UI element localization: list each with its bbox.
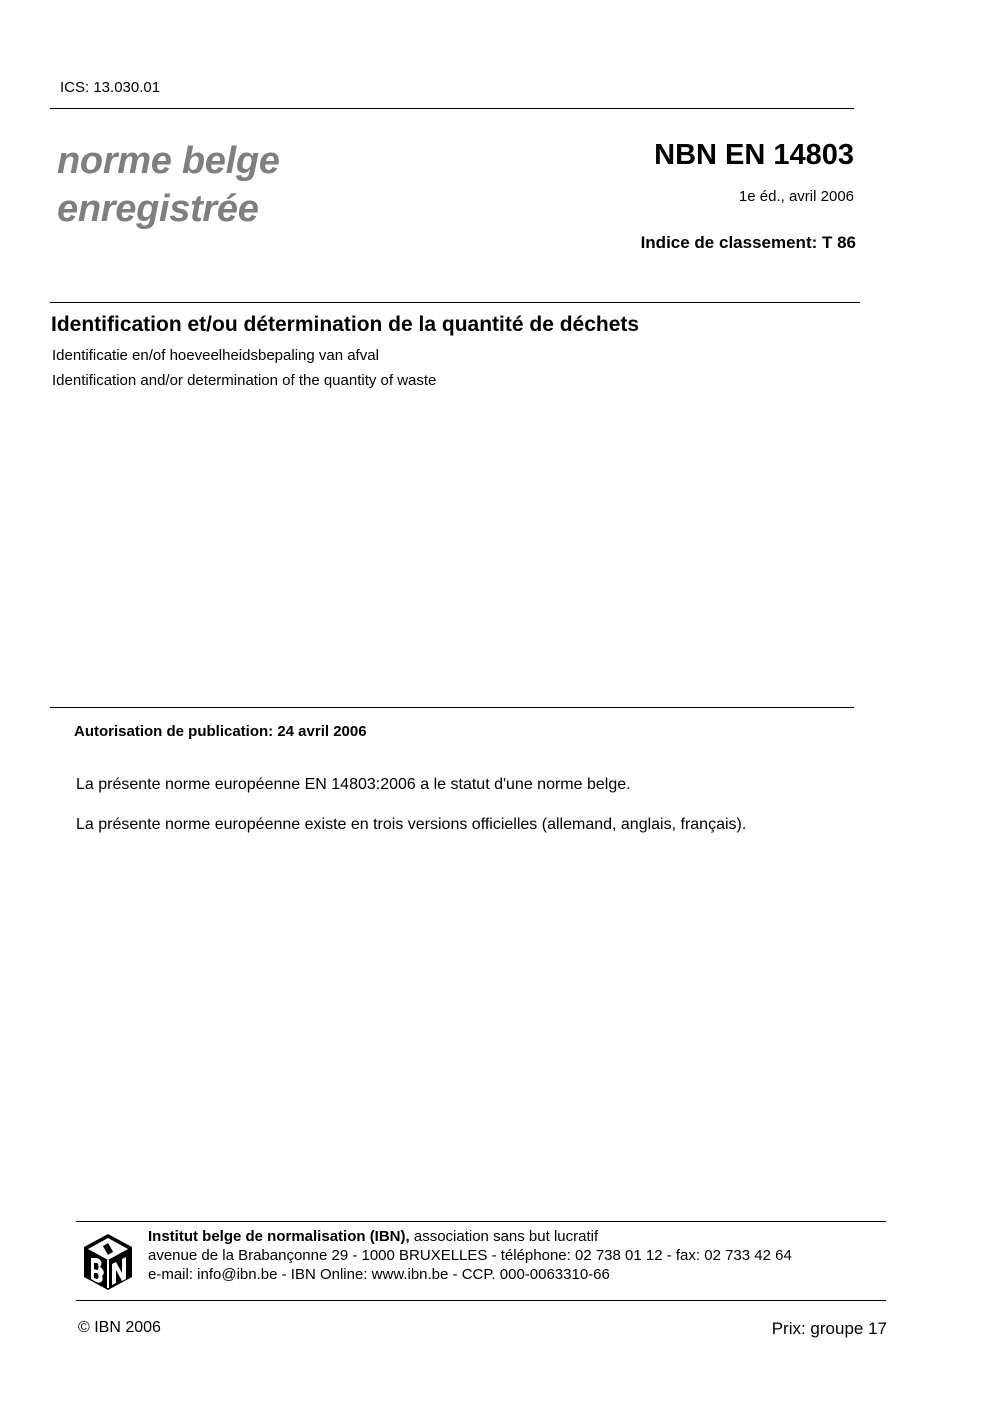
divider [50, 108, 854, 109]
institute-address: avenue de la Brabançonne 29 - 1000 BRUXELLES - téléphone: 02 738 01 12 - fax: 02 733 42 64 [148, 1247, 792, 1264]
divider [76, 1300, 886, 1301]
title-french: Identification et/ou détermination de la quantité de déchets [51, 313, 640, 336]
publication-authorisation: Autorisation de publication: 24 avril 2006 [74, 723, 367, 740]
versions-paragraph: La présente norme européenne existe en trois versions officielles (allemand, anglais, français). [76, 816, 747, 833]
title-dutch: Identificatie en/of hoeveelheidsbepaling van afval [52, 347, 379, 364]
document-label-line2: enregistrée [57, 188, 259, 230]
institute-description: association sans but lucratif [409, 1228, 599, 1245]
ics-code: ICS: 13.030.01 [60, 79, 161, 96]
divider [50, 707, 854, 708]
divider [76, 1221, 886, 1222]
institute-name: Institut belge de normalisation (IBN), [148, 1228, 410, 1245]
ibn-logo-icon [83, 1233, 133, 1291]
divider [50, 302, 860, 303]
price-group: Prix: groupe 17 [771, 1319, 887, 1338]
status-paragraph: La présente norme européenne EN 14803:2006 a le statut d'une norme belge. [76, 776, 631, 793]
institute-contact: e-mail: info@ibn.be - IBN Online: www.ibn.be - CCP. 000-0063310-66 [148, 1266, 610, 1283]
edition-date: 1e éd., avril 2006 [738, 188, 854, 205]
classification-index: Indice de classement: T 86 [640, 233, 856, 252]
title-english: Identification and/or determination of the quantity of waste [52, 372, 437, 389]
document-label-line1: norme belge [57, 140, 280, 182]
institute-address-block [148, 1227, 792, 1284]
copyright: © IBN 2006 [78, 1319, 161, 1336]
standard-number: NBN EN 14803 [654, 139, 854, 171]
